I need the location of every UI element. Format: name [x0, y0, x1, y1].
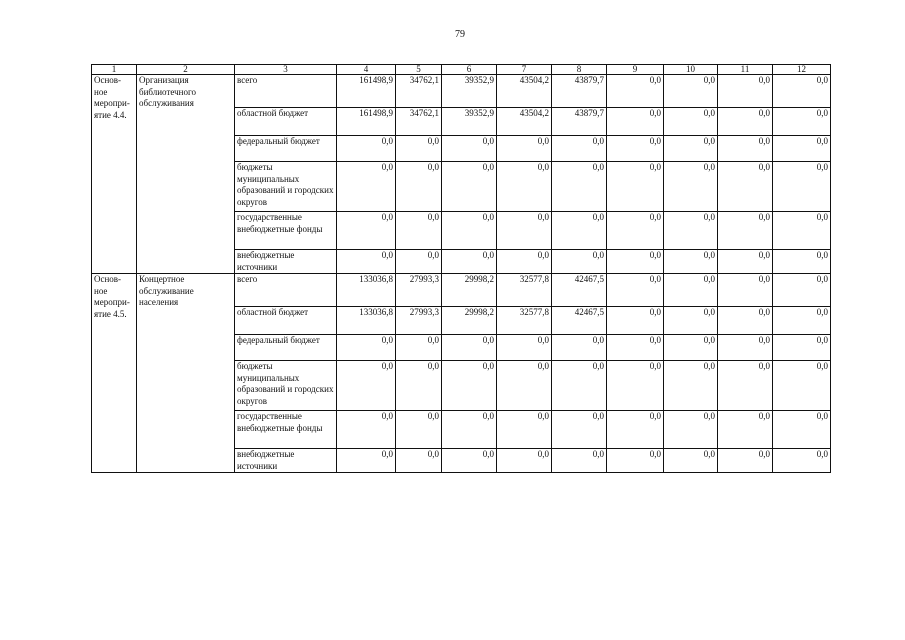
- amount-cell: 0,0: [607, 136, 664, 162]
- amount-cell: 0,0: [396, 361, 442, 411]
- amount-cell: 0,0: [607, 75, 664, 108]
- funding-source: внебюджетные источники: [235, 449, 337, 473]
- amount-cell: 32577,8: [497, 307, 552, 335]
- amount-cell: 0,0: [337, 162, 396, 212]
- amount-cell: 0,0: [337, 449, 396, 473]
- amount-cell: 42467,5: [552, 274, 607, 307]
- amount-cell: 0,0: [442, 136, 497, 162]
- amount-cell: 0,0: [396, 449, 442, 473]
- budget-table: [91, 64, 831, 473]
- column-number-row: [92, 65, 831, 75]
- amount-cell: 34762,1: [396, 75, 442, 108]
- amount-cell: 0,0: [607, 250, 664, 274]
- amount-cell: 0,0: [773, 411, 831, 449]
- amount-cell: 0,0: [664, 307, 718, 335]
- column-number: 3: [235, 65, 337, 75]
- amount-cell: 0,0: [552, 361, 607, 411]
- column-number: 9: [607, 65, 664, 75]
- amount-cell: 42467,5: [552, 307, 607, 335]
- amount-cell: 0,0: [718, 136, 773, 162]
- funding-source: внебюджетные источники: [235, 250, 337, 274]
- funding-source: государственные внебюджетные фонды: [235, 411, 337, 449]
- column-number: 1: [92, 65, 137, 75]
- amount-cell: 0,0: [607, 162, 664, 212]
- amount-cell: 0,0: [497, 449, 552, 473]
- amount-cell: 0,0: [773, 307, 831, 335]
- amount-cell: 133036,8: [337, 274, 396, 307]
- column-number: 4: [337, 65, 396, 75]
- amount-cell: 0,0: [664, 335, 718, 361]
- amount-cell: 0,0: [664, 212, 718, 250]
- amount-cell: 0,0: [497, 335, 552, 361]
- amount-cell: 0,0: [607, 411, 664, 449]
- amount-cell: 0,0: [607, 335, 664, 361]
- amount-cell: 0,0: [718, 250, 773, 274]
- activity-name: Организация библиотечного обслуживания: [137, 75, 235, 274]
- amount-cell: 0,0: [552, 136, 607, 162]
- funding-source: областной бюджет: [235, 108, 337, 136]
- amount-cell: 0,0: [552, 449, 607, 473]
- activity-name: Концертное обслуживание населения: [137, 274, 235, 473]
- amount-cell: 32577,8: [497, 274, 552, 307]
- amount-cell: 0,0: [396, 335, 442, 361]
- amount-cell: 0,0: [337, 136, 396, 162]
- funding-source: федеральный бюджет: [235, 335, 337, 361]
- amount-cell: 39352,9: [442, 75, 497, 108]
- amount-cell: 0,0: [718, 162, 773, 212]
- funding-source: всего: [235, 274, 337, 307]
- amount-cell: 0,0: [607, 274, 664, 307]
- table-body: [92, 75, 831, 473]
- amount-cell: 0,0: [497, 411, 552, 449]
- amount-cell: 0,0: [497, 250, 552, 274]
- amount-cell: 161498,9: [337, 108, 396, 136]
- funding-source: всего: [235, 75, 337, 108]
- amount-cell: 0,0: [664, 75, 718, 108]
- amount-cell: 0,0: [497, 162, 552, 212]
- amount-cell: 0,0: [497, 136, 552, 162]
- amount-cell: 0,0: [442, 361, 497, 411]
- amount-cell: 0,0: [773, 108, 831, 136]
- amount-cell: 0,0: [664, 449, 718, 473]
- amount-cell: 0,0: [718, 274, 773, 307]
- amount-cell: 0,0: [664, 361, 718, 411]
- amount-cell: 0,0: [337, 250, 396, 274]
- amount-cell: 0,0: [442, 449, 497, 473]
- amount-cell: 43879,7: [552, 108, 607, 136]
- column-number: 12: [773, 65, 831, 75]
- amount-cell: 0,0: [773, 75, 831, 108]
- amount-cell: 43879,7: [552, 75, 607, 108]
- amount-cell: 0,0: [773, 274, 831, 307]
- amount-cell: 0,0: [442, 335, 497, 361]
- amount-cell: 0,0: [773, 136, 831, 162]
- amount-cell: 0,0: [773, 361, 831, 411]
- amount-cell: 0,0: [607, 449, 664, 473]
- amount-cell: 27993,3: [396, 274, 442, 307]
- amount-cell: 0,0: [773, 212, 831, 250]
- amount-cell: 0,0: [664, 108, 718, 136]
- amount-cell: 0,0: [337, 212, 396, 250]
- table-row: [92, 75, 831, 108]
- page-number: 79: [455, 29, 465, 40]
- amount-cell: 161498,9: [337, 75, 396, 108]
- amount-cell: 29998,2: [442, 274, 497, 307]
- amount-cell: 0,0: [718, 411, 773, 449]
- funding-source: бюджеты муниципальных образований и городских округов: [235, 162, 337, 212]
- amount-cell: 0,0: [552, 212, 607, 250]
- amount-cell: 0,0: [396, 162, 442, 212]
- amount-cell: 0,0: [552, 335, 607, 361]
- amount-cell: 0,0: [552, 411, 607, 449]
- amount-cell: 0,0: [664, 274, 718, 307]
- amount-cell: 0,0: [337, 411, 396, 449]
- amount-cell: 0,0: [337, 361, 396, 411]
- amount-cell: 34762,1: [396, 108, 442, 136]
- column-number: 10: [664, 65, 718, 75]
- amount-cell: 43504,2: [497, 75, 552, 108]
- activity-code: Основ-ное меропри-ятие 4.4.: [92, 75, 137, 274]
- amount-cell: 0,0: [442, 411, 497, 449]
- funding-source: бюджеты муниципальных образований и городских округов: [235, 361, 337, 411]
- funding-source: федеральный бюджет: [235, 136, 337, 162]
- table-row: [92, 274, 831, 307]
- amount-cell: 0,0: [718, 361, 773, 411]
- amount-cell: 0,0: [607, 212, 664, 250]
- amount-cell: 0,0: [497, 212, 552, 250]
- amount-cell: 0,0: [773, 449, 831, 473]
- amount-cell: 0,0: [773, 250, 831, 274]
- amount-cell: 0,0: [442, 212, 497, 250]
- amount-cell: 0,0: [607, 307, 664, 335]
- amount-cell: 39352,9: [442, 108, 497, 136]
- amount-cell: 0,0: [773, 162, 831, 212]
- amount-cell: 27993,3: [396, 307, 442, 335]
- amount-cell: 0,0: [664, 162, 718, 212]
- amount-cell: 29998,2: [442, 307, 497, 335]
- amount-cell: 0,0: [718, 335, 773, 361]
- amount-cell: 0,0: [718, 449, 773, 473]
- amount-cell: 0,0: [442, 162, 497, 212]
- amount-cell: 0,0: [337, 335, 396, 361]
- amount-cell: 0,0: [773, 335, 831, 361]
- amount-cell: 0,0: [718, 307, 773, 335]
- amount-cell: 0,0: [607, 108, 664, 136]
- amount-cell: 0,0: [718, 75, 773, 108]
- amount-cell: 0,0: [718, 212, 773, 250]
- amount-cell: 0,0: [552, 250, 607, 274]
- amount-cell: 0,0: [497, 361, 552, 411]
- amount-cell: 0,0: [442, 250, 497, 274]
- amount-cell: 43504,2: [497, 108, 552, 136]
- amount-cell: 0,0: [718, 108, 773, 136]
- column-number: 11: [718, 65, 773, 75]
- activity-code: Основ-ное меропри-ятие 4.5.: [92, 274, 137, 473]
- amount-cell: 0,0: [396, 212, 442, 250]
- amount-cell: 0,0: [396, 136, 442, 162]
- amount-cell: 0,0: [396, 250, 442, 274]
- column-number: 5: [396, 65, 442, 75]
- funding-source: государственные внебюджетные фонды: [235, 212, 337, 250]
- column-number: 6: [442, 65, 497, 75]
- amount-cell: 0,0: [664, 136, 718, 162]
- amount-cell: 0,0: [664, 411, 718, 449]
- amount-cell: 0,0: [664, 250, 718, 274]
- column-number: 7: [497, 65, 552, 75]
- amount-cell: 0,0: [396, 411, 442, 449]
- funding-source: областной бюджет: [235, 307, 337, 335]
- amount-cell: 0,0: [552, 162, 607, 212]
- amount-cell: 0,0: [607, 361, 664, 411]
- column-number: 8: [552, 65, 607, 75]
- amount-cell: 133036,8: [337, 307, 396, 335]
- column-number: 2: [137, 65, 235, 75]
